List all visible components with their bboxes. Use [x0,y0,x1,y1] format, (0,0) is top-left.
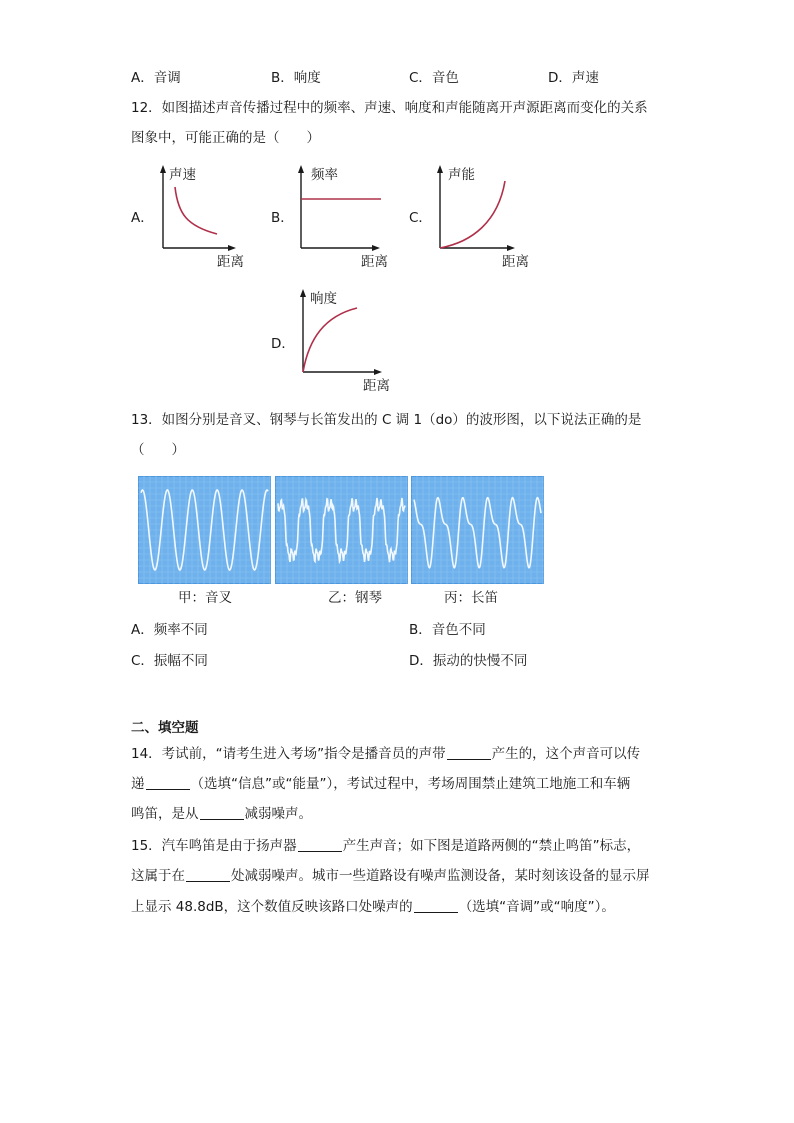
q15-text-2: 产生声音；如下图是道路两侧的“禁止鸣笛”标志， [342,838,641,854]
caption-flute: 丙：长笛 [444,590,498,606]
q13-option-c: C．振幅不同 [131,653,208,669]
q15-text-3: 这属于在 [131,868,185,884]
q12-stem-line1: 12．如图描述声音传播过程中的频率、声速、响度和声能随离开声源距离而变化的关系 [131,100,648,116]
q12-graph-b-ylabel: 频率 [311,167,338,183]
q11-option-b: B．响度 [271,70,321,86]
q11-option-a: A．音调 [131,70,181,86]
q13-option-a: A．频率不同 [131,622,208,638]
waveform-flute [411,476,544,584]
q14-blank-3[interactable] [200,805,244,820]
q12-graph-d-xlabel: 距离 [363,378,390,394]
q11-option-d: D．声速 [548,70,599,86]
q13-stem-line1: 13．如图分别是音叉、钢琴与长笛发出的 C 调 1（do）的波形图，以下说法正确的是 [131,412,642,428]
q14-line2 [131,774,630,794]
q12-graph-b-xlabel: 距离 [361,254,388,270]
q15-blank-1[interactable] [298,837,342,852]
q12-graph-d-ylabel: 响度 [310,291,337,307]
q14-text-5: 鸣笛，是从 [131,806,199,822]
q14-text-1: 14．考试前，“请考生进入考场”指令是播音员的声带 [131,746,446,762]
q12-graph-b-option: B． [271,210,294,226]
waveform-tuning-fork [138,476,271,584]
q15-line1 [131,836,640,856]
caption-piano: 乙：钢琴 [328,590,382,606]
q12-graph-a [155,162,250,270]
q14-line3 [131,804,312,824]
q13-option-b: B．音色不同 [409,622,486,638]
q12-graph-d-option: D． [271,336,295,352]
q15-text-1: 15．汽车鸣笛是由于扬声器 [131,838,297,854]
q14-line1 [131,744,640,764]
q12-graph-c [432,162,537,270]
q12-graph-c-xlabel: 距离 [502,254,529,270]
q15-text-5: 上显示 48.8dB，这个数值反映该路口处噪声的 [131,899,413,915]
q14-text-6: 减弱噪声。 [244,806,312,822]
q12-graph-d [295,286,400,394]
q15-text-4: 处减弱噪声。城市一些道路设有噪声监测设备，某时刻该设备的显示屏 [231,868,650,884]
q15-text-6: （选填“音调”或“响度”）。 [458,899,615,915]
q12-graph-b [293,162,398,270]
q13-stem-line2: （ ） [131,442,185,458]
q14-text-3: 递 [131,776,145,792]
waveform-piano [275,476,408,584]
q15-line3 [131,897,615,917]
q12-graph-c-ylabel: 声能 [448,167,475,183]
q15-blank-3[interactable] [414,898,458,913]
section-fill-in-title: 二、填空题 [131,720,199,736]
q14-blank-2[interactable] [146,775,190,790]
q14-text-2: 产生的，这个声音可以传 [491,746,641,762]
q14-blank-1[interactable] [447,745,491,760]
caption-tuning-fork: 甲：音叉 [178,590,232,606]
q14-text-4: （选填“信息”或“能量”），考试过程中，考场周围禁止建筑工地施工和车辆 [190,776,631,792]
q15-line2 [131,866,650,886]
q12-graph-a-xlabel: 距离 [217,254,244,270]
q12-graph-a-option: A． [131,210,154,226]
q12-stem-line2: 图象中，可能正确的是（ ） [131,130,320,146]
q11-option-c: C．音色 [409,70,459,86]
q13-option-d: D．振动的快慢不同 [409,653,528,669]
q12-graph-c-option: C． [409,210,432,226]
q12-graph-a-ylabel: 声速 [169,167,196,183]
q15-blank-2[interactable] [186,867,230,882]
